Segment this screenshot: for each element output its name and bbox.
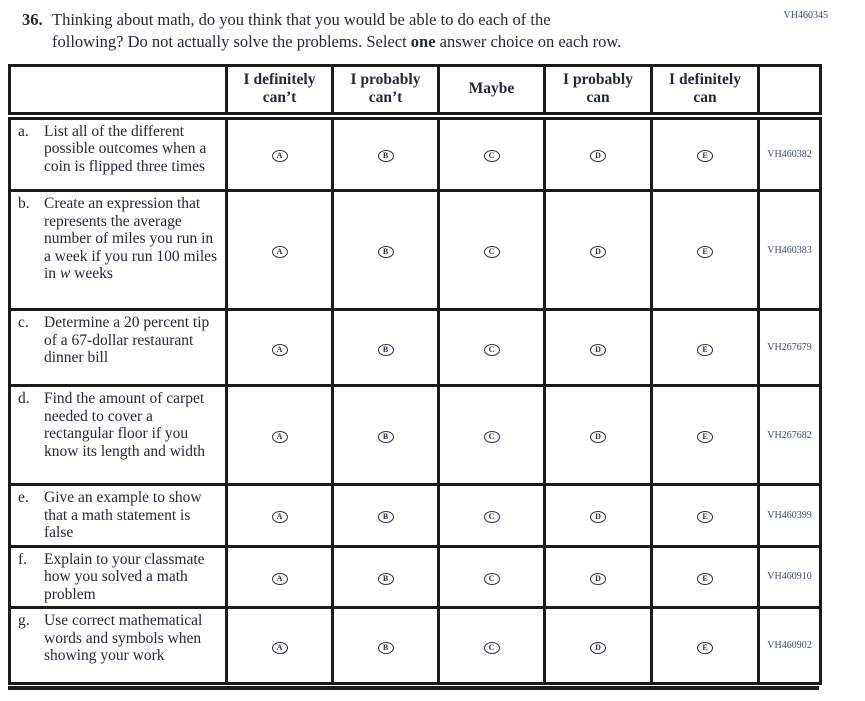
answer-bubble-g-D[interactable]: D	[590, 642, 606, 654]
row-text-main: Create an expression that represents the average number of miles you run in a week if you run 100 miles in	[44, 195, 218, 282]
cell-g-B	[333, 608, 439, 684]
row-letter: g.	[18, 612, 30, 629]
header-definitely-can: I definitely can	[652, 66, 759, 116]
cell-d-E	[652, 386, 759, 485]
cell-b-E	[652, 191, 759, 310]
row-code-e: VH460399	[759, 485, 821, 547]
cell-e-E	[652, 485, 759, 547]
row-text	[44, 314, 221, 367]
statement-c	[10, 310, 227, 386]
answer-bubble-g-E[interactable]: E	[697, 642, 713, 654]
header-probably-cant: I probably can’t	[333, 66, 439, 116]
answer-bubble-c-B[interactable]: B	[378, 344, 394, 356]
cell-d-C	[439, 386, 545, 485]
question-line-2-bold-word: one	[410, 31, 436, 51]
answer-bubble-f-C[interactable]: C	[484, 573, 500, 585]
row-text-main: List all of the different possible outcomes when a coin is flipped three times	[44, 122, 207, 175]
question-line-2	[52, 31, 621, 53]
answer-bubble-c-C[interactable]: C	[484, 344, 500, 356]
table-row-f	[10, 546, 821, 608]
row-text	[44, 390, 221, 460]
table-row-e	[10, 485, 821, 547]
header-maybe: Maybe	[439, 66, 545, 116]
statement-d	[10, 386, 227, 485]
answer-bubble-a-A[interactable]: A	[272, 150, 288, 162]
answer-bubble-e-C[interactable]: C	[484, 511, 500, 523]
row-text	[44, 551, 221, 604]
row-text	[44, 123, 221, 176]
row-text-main: Determine a 20 percent tip of a 67-dollar restaurant dinner bill	[44, 314, 210, 366]
question-text	[52, 9, 621, 52]
row-text-after: weeks	[70, 265, 113, 282]
row-text-main: Find the amount of carpet needed to cover a rectangular floor if you know its length and width	[44, 390, 206, 460]
table-row-a	[10, 116, 821, 191]
statement-b	[10, 191, 227, 310]
answer-bubble-g-C[interactable]: C	[484, 642, 500, 654]
header-definitely-cant: I definitely can’t	[227, 66, 333, 116]
cell-b-A	[227, 191, 333, 310]
answer-bubble-a-B[interactable]: B	[378, 150, 394, 162]
answer-bubble-f-D[interactable]: D	[590, 573, 606, 585]
cell-g-A	[227, 608, 333, 684]
answer-bubble-g-B[interactable]: B	[378, 642, 394, 654]
answer-bubble-b-B[interactable]: B	[378, 246, 394, 258]
row-text-italic: w	[59, 265, 71, 282]
row-text	[44, 612, 221, 665]
cell-c-C	[439, 310, 545, 386]
answer-bubble-e-A[interactable]: A	[272, 511, 288, 523]
cell-c-D	[545, 310, 652, 386]
answer-bubble-d-B[interactable]: B	[378, 431, 394, 443]
answer-bubble-a-E[interactable]: E	[697, 150, 713, 162]
row-text	[44, 489, 221, 542]
cell-a-E	[652, 116, 759, 191]
answer-bubble-f-E[interactable]: E	[697, 573, 713, 585]
answer-bubble-d-A[interactable]: A	[272, 431, 288, 443]
cell-b-D	[545, 191, 652, 310]
table-outer-bottom-border	[8, 686, 819, 690]
answer-bubble-d-E[interactable]: E	[697, 431, 713, 443]
row-code-d: VH267682	[759, 386, 821, 485]
cell-f-B	[333, 546, 439, 608]
question-line-2-start: following? Do not actually solve the problems. Select	[52, 31, 411, 51]
cell-f-C	[439, 546, 545, 608]
cell-c-B	[333, 310, 439, 386]
row-letter: d.	[18, 390, 30, 407]
answer-bubble-a-C[interactable]: C	[484, 150, 500, 162]
cell-a-B	[333, 116, 439, 191]
cell-d-D	[545, 386, 652, 485]
row-text	[44, 195, 221, 283]
table-row-c	[10, 310, 821, 386]
row-text-main: Give an example to show that a math statement is false	[44, 489, 202, 541]
cell-e-D	[545, 485, 652, 547]
cell-e-A	[227, 485, 333, 547]
answer-bubble-b-C[interactable]: C	[484, 246, 500, 258]
row-letter: b.	[18, 195, 30, 212]
cell-c-A	[227, 310, 333, 386]
answer-bubble-e-E[interactable]: E	[697, 511, 713, 523]
answer-bubble-c-A[interactable]: A	[272, 344, 288, 356]
row-letter: a.	[18, 122, 29, 140]
answer-bubble-f-B[interactable]: B	[378, 573, 394, 585]
row-code-f: VH460910	[759, 546, 821, 608]
answer-bubble-f-A[interactable]: A	[272, 573, 288, 585]
header-probably-can: I probably can	[545, 66, 652, 116]
row-text-main: Use correct mathematical words and symbols when showing your work	[44, 612, 203, 664]
header-statement-empty	[10, 66, 227, 116]
cell-d-A	[227, 386, 333, 485]
row-code-c: VH267679	[759, 310, 821, 386]
table-row-d	[10, 386, 821, 485]
answer-bubble-b-D[interactable]: D	[590, 246, 606, 258]
row-letter: c.	[18, 314, 29, 331]
table-row-b	[10, 191, 821, 310]
row-code-g: VH460902	[759, 608, 821, 684]
question-line-2-end: answer choice on each row.	[435, 31, 622, 51]
answer-bubble-c-D[interactable]: D	[590, 344, 606, 356]
answer-bubble-c-E[interactable]: E	[697, 344, 713, 356]
row-code-a: VH460382	[759, 116, 821, 191]
question-line-1: Thinking about math, do you think that you would be able to do each of the	[52, 10, 551, 29]
cell-g-D	[545, 608, 652, 684]
cell-b-B	[333, 191, 439, 310]
answer-matrix-table	[8, 64, 822, 685]
answer-bubble-e-B[interactable]: B	[378, 511, 394, 523]
statement-g	[10, 608, 227, 684]
cell-a-A	[227, 116, 333, 191]
answer-bubble-b-E[interactable]: E	[697, 246, 713, 258]
answer-bubble-d-D[interactable]: D	[590, 431, 606, 443]
cell-g-E	[652, 608, 759, 684]
answer-bubble-d-C[interactable]: C	[484, 431, 500, 443]
cell-g-C	[439, 608, 545, 684]
row-code-b: VH460383	[759, 191, 821, 310]
cell-d-B	[333, 386, 439, 485]
page-accession-code: VH460345	[783, 10, 828, 21]
question-block	[22, 9, 742, 52]
row-letter: f.	[18, 550, 28, 568]
statement-a	[10, 116, 227, 191]
answer-bubble-e-D[interactable]: D	[590, 511, 606, 523]
cell-c-E	[652, 310, 759, 386]
statement-e	[10, 485, 227, 547]
answer-bubble-a-D[interactable]: D	[590, 150, 606, 162]
answer-bubble-b-A[interactable]: A	[272, 246, 288, 258]
cell-a-C	[439, 116, 545, 191]
cell-a-D	[545, 116, 652, 191]
cell-e-C	[439, 485, 545, 547]
statement-f	[10, 546, 227, 608]
row-text-main: Explain to your classmate how you solved a math problem	[44, 550, 205, 603]
cell-b-C	[439, 191, 545, 310]
cell-e-B	[333, 485, 439, 547]
cell-f-E	[652, 546, 759, 608]
table-row-g	[10, 608, 821, 684]
cell-f-D	[545, 546, 652, 608]
cell-f-A	[227, 546, 333, 608]
header-row	[10, 66, 821, 116]
header-code-empty	[759, 66, 821, 116]
answer-bubble-g-A[interactable]: A	[272, 642, 288, 654]
row-letter: e.	[18, 489, 29, 506]
question-number: 36.	[22, 10, 43, 29]
